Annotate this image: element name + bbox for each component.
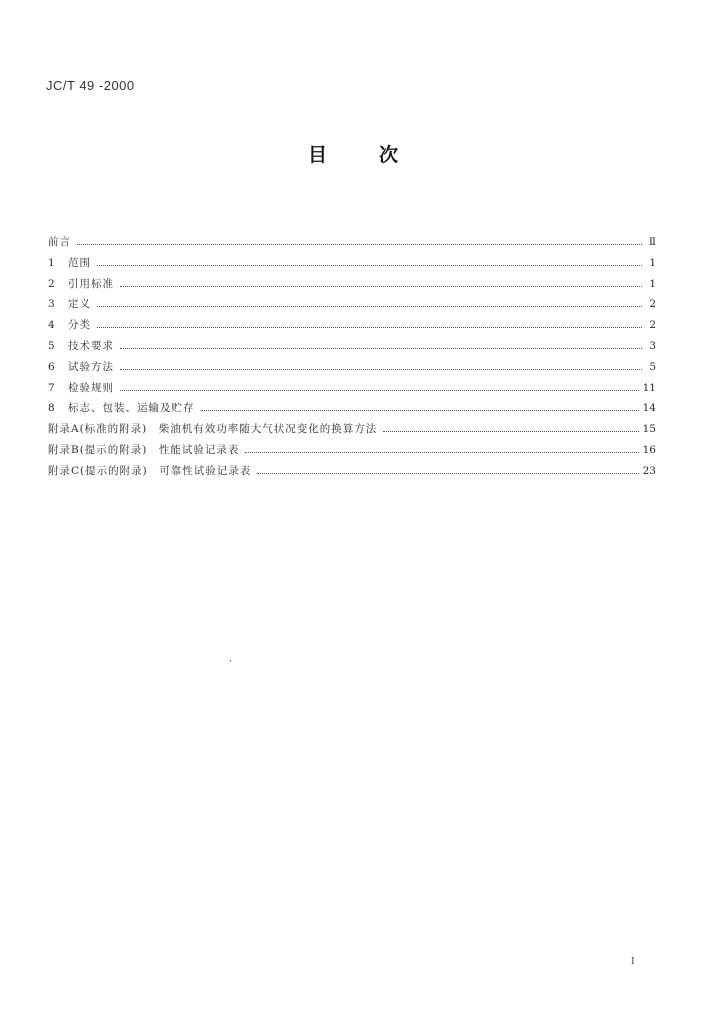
toc-dot-leader xyxy=(120,390,639,391)
toc-entry-foreword[interactable] xyxy=(48,232,656,253)
toc-page-number: 14 xyxy=(642,402,656,415)
toc-page-number: 16 xyxy=(642,443,656,456)
toc-entry-label: 技术要求 xyxy=(68,339,114,352)
toc-entry-label: 附录A(标准的附录) 柴油机有效功率随大气状况变化的换算方法 xyxy=(48,423,378,436)
toc-entry-4[interactable] xyxy=(48,315,656,336)
toc-dot-leader xyxy=(97,327,642,328)
footer-page-number: I xyxy=(631,957,635,967)
toc-entry-label: 标志、包装、运输及贮存 xyxy=(68,402,195,415)
toc-entry-5[interactable] xyxy=(48,336,656,357)
toc-entry-number: 5 xyxy=(48,339,55,352)
toc-dot-leader xyxy=(120,286,642,287)
toc-entry-number: 7 xyxy=(48,381,55,394)
toc-page-number: 5 xyxy=(649,360,656,373)
toc-entry-label: 检验规则 xyxy=(68,381,114,394)
toc-entry-6[interactable] xyxy=(48,357,656,378)
standard-code: JC/T 49 -2000 xyxy=(46,78,135,93)
toc-entry-7[interactable] xyxy=(48,378,656,399)
toc-entry-appendix-c[interactable] xyxy=(48,461,656,482)
toc-entry-2[interactable] xyxy=(48,274,656,295)
toc-entry-label: 附录B(提示的附录) 性能试验记录表 xyxy=(48,443,240,456)
toc-entry-label: 定义 xyxy=(68,298,91,311)
toc-dot-leader xyxy=(201,410,639,411)
scan-speck xyxy=(230,660,231,662)
toc-entry-appendix-b[interactable] xyxy=(48,440,656,461)
toc-entry-1[interactable] xyxy=(48,253,656,274)
toc-page-number: 23 xyxy=(642,464,656,477)
toc-page-number: 15 xyxy=(642,423,656,436)
title-char-1: 目 xyxy=(307,144,327,166)
toc-entry-appendix-a[interactable] xyxy=(48,419,656,440)
toc-entry-number: 2 xyxy=(48,277,55,290)
toc-entry-number: 1 xyxy=(48,256,55,269)
toc-dot-leader xyxy=(97,265,642,266)
toc-page-number: 1 xyxy=(649,256,656,269)
toc-dot-leader xyxy=(257,473,638,474)
toc-entry-number: 4 xyxy=(48,319,55,332)
toc-entry-label: 试验方法 xyxy=(68,360,114,373)
toc-page-number: 2 xyxy=(649,319,656,332)
page-title xyxy=(0,140,706,167)
toc-page-number: 1 xyxy=(649,277,656,290)
toc-entry-label: 范围 xyxy=(68,256,91,269)
toc-page-number: 11 xyxy=(642,381,656,394)
toc-page-number: 2 xyxy=(649,298,656,311)
toc-dot-leader xyxy=(120,348,642,349)
toc-page-number: 3 xyxy=(649,339,656,352)
toc-entry-label: 分类 xyxy=(68,319,91,332)
toc-dot-leader xyxy=(77,244,642,245)
toc-entry-3[interactable] xyxy=(48,294,656,315)
toc-entry-label: 附录C(提示的附录) 可靠性试验记录表 xyxy=(48,464,252,477)
toc-dot-leader xyxy=(97,306,642,307)
toc-dot-leader xyxy=(383,431,638,432)
toc-entry-label: 前言 xyxy=(48,236,71,248)
table-of-contents xyxy=(48,232,656,482)
toc-entry-number: 6 xyxy=(48,360,55,373)
toc-dot-leader xyxy=(245,452,638,453)
toc-dot-leader xyxy=(120,369,642,370)
toc-entry-number: 3 xyxy=(48,298,55,311)
toc-page-number: Ⅱ xyxy=(648,236,656,248)
toc-entry-label: 引用标准 xyxy=(68,277,114,290)
toc-entry-number: 8 xyxy=(48,402,55,415)
title-char-2: 次 xyxy=(379,144,399,166)
toc-entry-8[interactable] xyxy=(48,398,656,419)
